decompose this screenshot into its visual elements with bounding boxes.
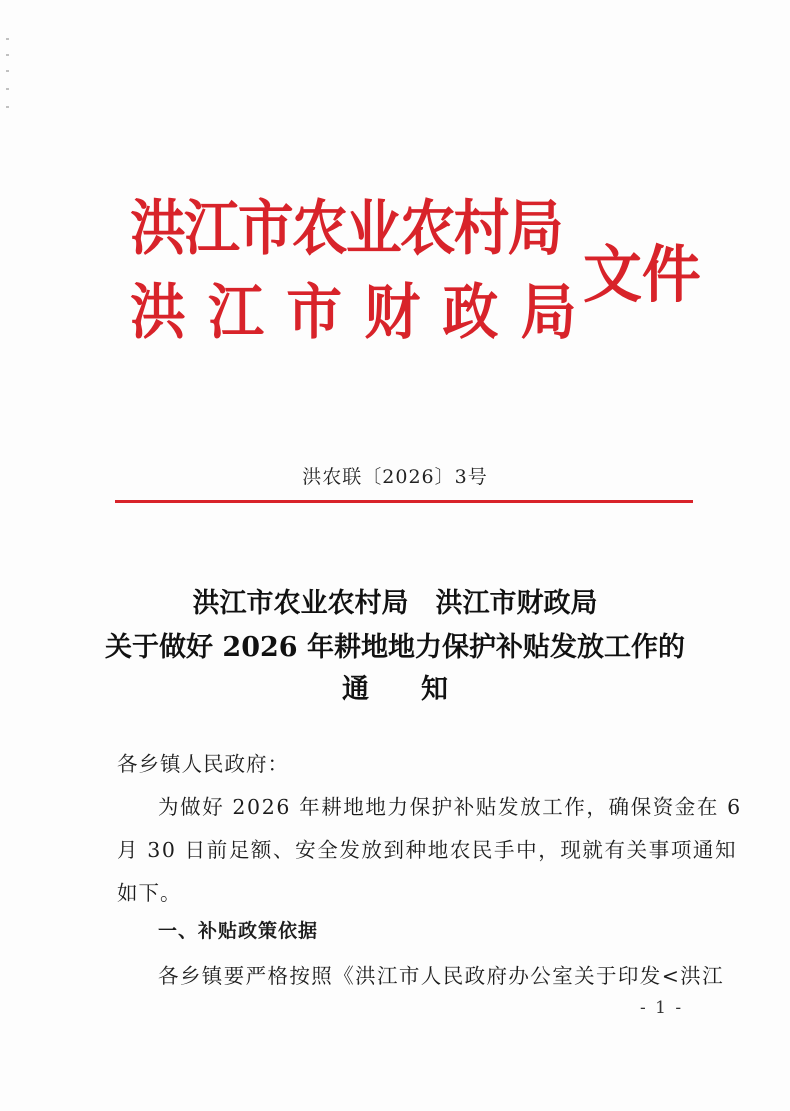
issuing-org-agriculture: 洪江市农业农村局 xyxy=(130,194,562,264)
red-divider-line xyxy=(115,500,693,503)
document-type-label: 文件 xyxy=(583,238,701,311)
scan-artifact-marks xyxy=(6,36,16,116)
paragraph-1-line-2: 月 30 日前足额、安全发放到种地农民手中，现就有关事项通知 xyxy=(117,838,738,862)
paragraph-1-line-1: 为做好 2026 年耕地地力保护补贴发放工作，确保资金在 6 xyxy=(158,795,742,819)
issuing-organizations xyxy=(130,192,599,360)
document-number: 洪农联〔2026〕3号 xyxy=(302,466,488,488)
page-number: - 1 - xyxy=(640,998,684,1018)
paragraph-1-line-3: 如下。 xyxy=(117,881,182,905)
title-line-3: 通知 xyxy=(342,674,500,705)
paragraph-2-line-1: 各乡镇要严格按照《洪江市人民政府办公室关于印发<洪江 xyxy=(158,964,725,988)
salutation: 各乡镇人民政府： xyxy=(117,752,289,776)
issuing-org-finance: 洪江市财政局 xyxy=(130,278,599,348)
section-1-heading: 一、补贴政策依据 xyxy=(158,920,319,942)
title-line-1: 洪江市农业农村局 洪江市财政局 xyxy=(192,588,598,619)
title-line-2: 关于做好 2026 年耕地地力保护补贴发放工作的 xyxy=(105,632,685,663)
